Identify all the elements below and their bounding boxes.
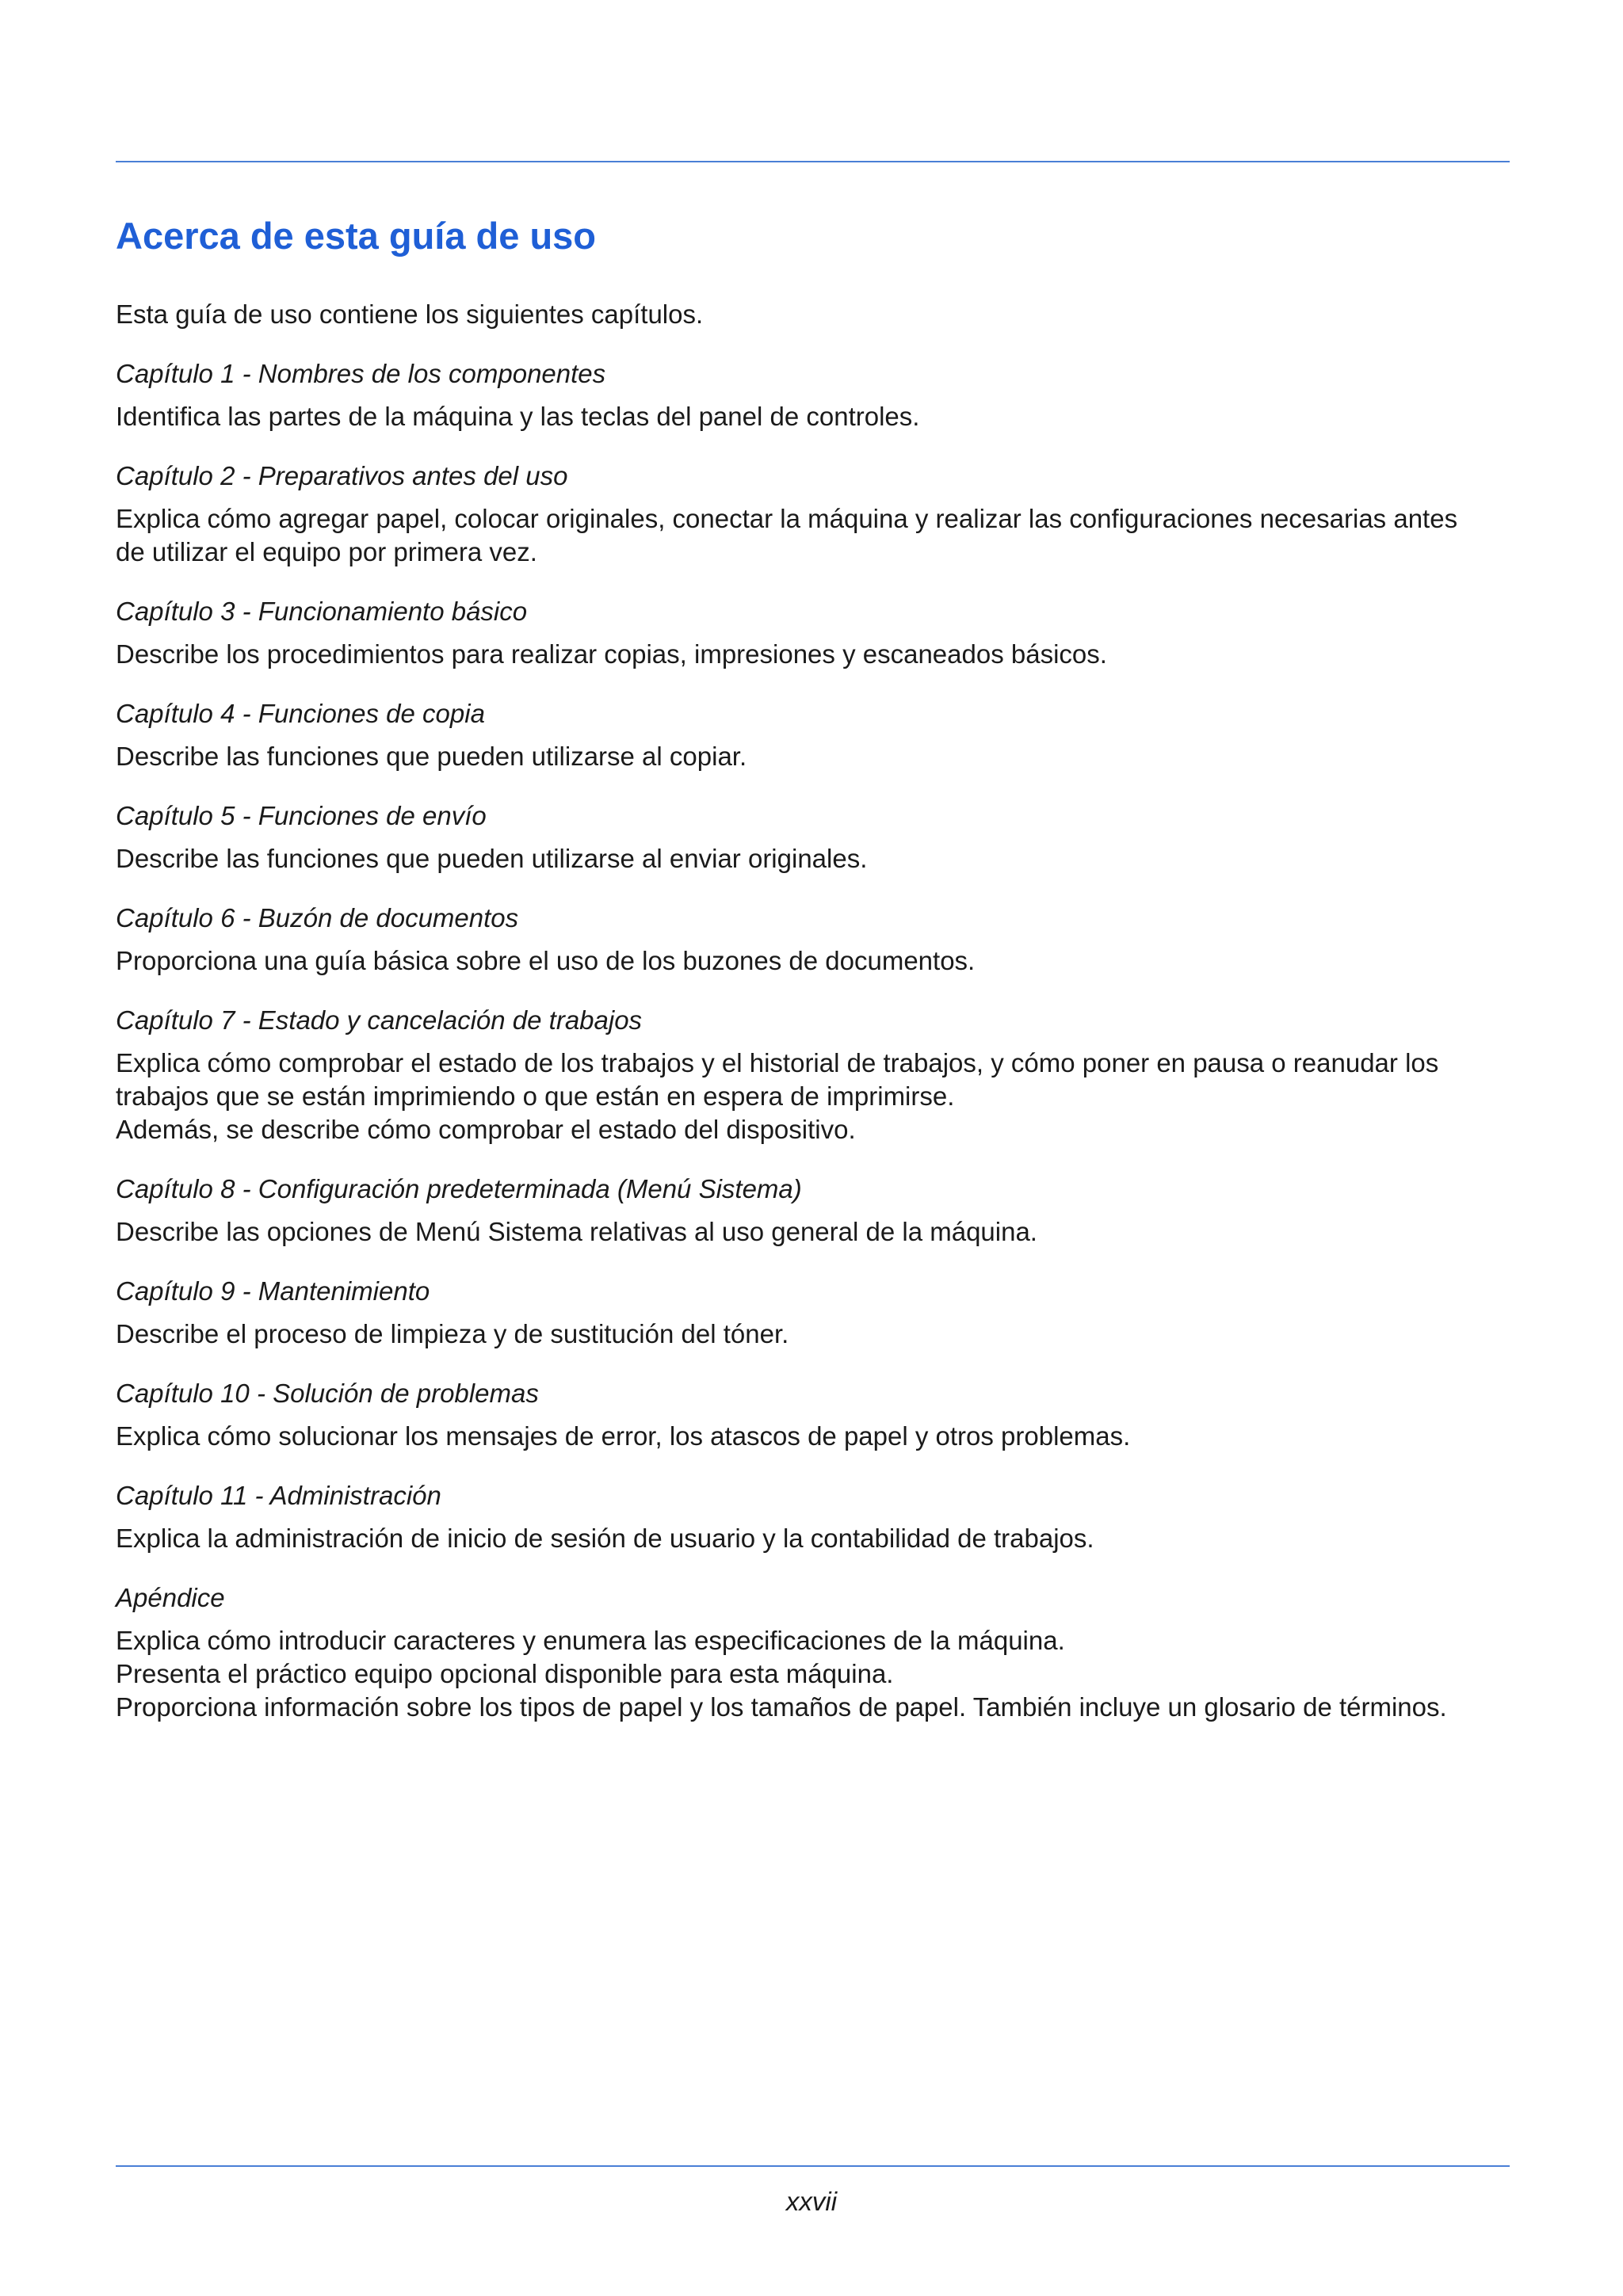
document-body bbox=[116, 214, 1510, 1750]
appendix-description bbox=[116, 1624, 1510, 1724]
chapter-title: Capítulo 3 - Funcionamiento básico bbox=[116, 597, 528, 627]
chapter-title: Capítulo 10 - Solución de problemas bbox=[116, 1379, 539, 1409]
chapter-title: Capítulo 1 - Nombres de los componentes bbox=[116, 359, 606, 389]
description-line: Explica cómo introducir caracteres y enumera las especificaciones de la máquina. bbox=[116, 1626, 1065, 1656]
description-line: Presenta el práctico equipo opcional disponible para esta máquina. bbox=[116, 1659, 894, 1689]
appendix-title: Apéndice bbox=[116, 1583, 225, 1613]
chapter-description bbox=[116, 1522, 1510, 1555]
page-number: xxvii bbox=[785, 2187, 838, 2216]
description-line: de utilizar el equipo por primera vez. bbox=[116, 537, 537, 567]
chapter-title: Capítulo 8 - Configuración predeterminada (Menú Sistema) bbox=[116, 1174, 802, 1204]
description-line: Explica la administración de inicio de sesión de usuario y la contabilidad de trabajos. bbox=[116, 1524, 1094, 1554]
description-line: Describe las opciones de Menú Sistema relativas al uso general de la máquina. bbox=[116, 1217, 1037, 1247]
description-line: Describe las funciones que pueden utilizarse al copiar. bbox=[116, 742, 747, 772]
page-title: Acerca de esta guía de uso bbox=[116, 215, 597, 257]
chapter-10 bbox=[116, 1377, 1510, 1453]
chapter-description bbox=[116, 638, 1510, 671]
chapter-9 bbox=[116, 1275, 1510, 1351]
chapter-description bbox=[116, 1215, 1510, 1249]
description-line: Describe el proceso de limpieza y de sustitución del tóner. bbox=[116, 1319, 789, 1349]
chapter-description bbox=[116, 944, 1510, 978]
description-line: Explica cómo agregar papel, colocar originales, conectar la máquina y realizar las configuraciones necesarias antes bbox=[116, 504, 1458, 534]
appendix bbox=[116, 1581, 1510, 1724]
header-divider bbox=[116, 161, 1510, 162]
chapter-1 bbox=[116, 357, 1510, 433]
chapter-description bbox=[116, 1420, 1510, 1453]
chapter-11 bbox=[116, 1479, 1510, 1555]
chapter-description bbox=[116, 1318, 1510, 1351]
chapter-3 bbox=[116, 595, 1510, 671]
description-line: Proporciona una guía básica sobre el uso de los buzones de documentos. bbox=[116, 946, 976, 976]
chapter-7 bbox=[116, 1004, 1510, 1146]
chapter-title: Capítulo 7 - Estado y cancelación de trabajos bbox=[116, 1005, 643, 1035]
chapter-5 bbox=[116, 799, 1510, 875]
description-line: Además, se describe cómo comprobar el estado del dispositivo. bbox=[116, 1115, 856, 1145]
chapter-8 bbox=[116, 1173, 1510, 1249]
description-line: Identifica las partes de la máquina y las teclas del panel de controles. bbox=[116, 402, 920, 432]
chapter-description bbox=[116, 842, 1510, 875]
chapter-title: Capítulo 5 - Funciones de envío bbox=[116, 801, 487, 831]
chapter-description bbox=[116, 1047, 1510, 1146]
chapter-title: Capítulo 11 - Administración bbox=[116, 1481, 441, 1511]
chapter-2 bbox=[116, 460, 1510, 569]
chapter-title: Capítulo 6 - Buzón de documentos bbox=[116, 903, 519, 933]
description-line: Describe las funciones que pueden utilizarse al enviar originales. bbox=[116, 844, 868, 874]
chapter-title: Capítulo 4 - Funciones de copia bbox=[116, 699, 485, 729]
intro-text: Esta guía de uso contiene los siguientes capítulos. bbox=[116, 299, 704, 330]
footer-divider bbox=[116, 2165, 1510, 2167]
description-line: Explica cómo comprobar el estado de los trabajos y el historial de trabajos, y cómo poner en pausa o reanudar los bbox=[116, 1048, 1439, 1078]
chapter-4 bbox=[116, 697, 1510, 773]
chapter-6 bbox=[116, 902, 1510, 978]
description-line: Explica cómo solucionar los mensajes de error, los atascos de papel y otros problemas. bbox=[116, 1421, 1131, 1451]
chapter-description bbox=[116, 740, 1510, 773]
chapter-description bbox=[116, 400, 1510, 433]
chapter-title: Capítulo 2 - Preparativos antes del uso bbox=[116, 461, 568, 491]
chapter-title: Capítulo 9 - Mantenimiento bbox=[116, 1276, 430, 1306]
chapter-description bbox=[116, 502, 1510, 569]
description-line: trabajos que se están imprimiendo o que están en espera de imprimirse. bbox=[116, 1081, 955, 1112]
description-line: Proporciona información sobre los tipos de papel y los tamaños de papel. También incluye un glosario de términos. bbox=[116, 1692, 1447, 1722]
description-line: Describe los procedimientos para realizar copias, impresiones y escaneados básicos. bbox=[116, 639, 1107, 669]
